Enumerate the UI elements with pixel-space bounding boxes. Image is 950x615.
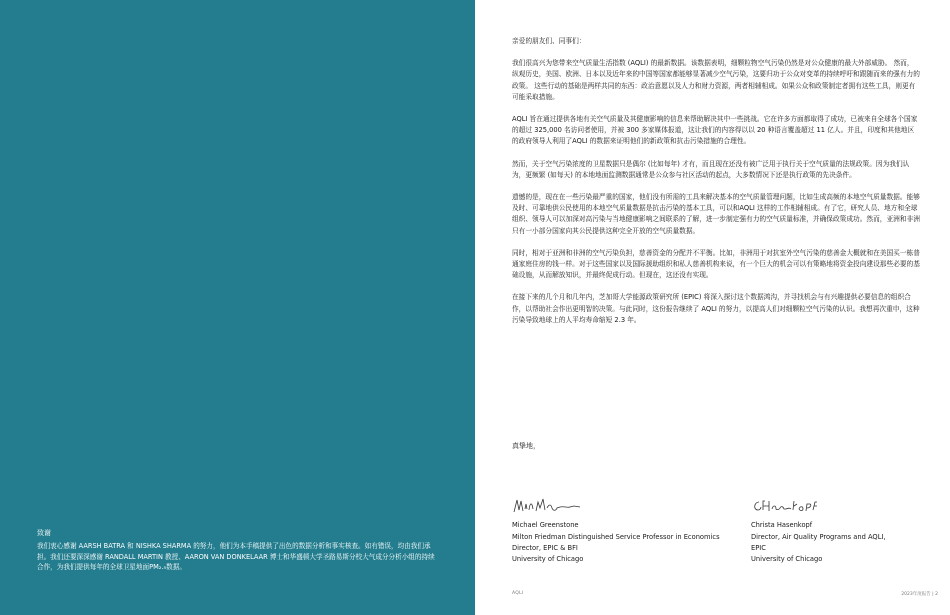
letter-paragraph: 同时，相对于亚洲和非洲的空气污染负担，慈善资金的分配并不平衡。比如，非洲用于对抗室外空气污染的慈善金大概就和在美国买一栋普通家庭住房的钱一样。对于这些国家以及国际援助组织和私人慈善机构来说，有一个巨大的机会可以有策略地将资金投向建设那些必要的基础设施，从而解放知识，并最终促成行动。但现在，这还没有实现。 bbox=[512, 248, 920, 280]
footer-page-number: 2023年度报告 | 2 bbox=[901, 592, 938, 597]
acknowledgments-body: 我们衷心感谢 AARSH BATRA 和 NISHKA SHARMA 的努力，他们为本手稿提供了出色的数据分析和事实核查。如有错误，均由我们承担。我们还要深深感谢 RANDALL MARTIN 教授、AARON VAN DONKELAAR 博士和华盛顿大学圣路易斯分校大气成分分析小组的持续合作，为我们提供每年的全球卫星地面PM₂.₅数据。 bbox=[37, 542, 435, 572]
signature-hasenkopf-icon bbox=[751, 496, 821, 516]
letter-paragraph: AQLI 旨在通过提供各地有关空气质量及其健康影响的信息来帮助解决其中一些挑战。它在许多方面都取得了成功，已被来自全球各个国家的超过 325,000 名访问者使用，并被 300 多家媒体报道，这让我们的内容得以以 20 种语言覆盖超过 11 亿人。并且，印度和其他地区的政府领导人利用了AQLI 的数据来证明他们的新政策和抗击污染措施的合理性。 bbox=[512, 115, 918, 146]
signatory-title: Director, Air Quality Programs and AQLI, bbox=[751, 532, 886, 541]
signatory-name: Christa Hasenkopf bbox=[751, 521, 813, 530]
signatory-title: Milton Friedman Distinguished Service Professor in Economics bbox=[512, 532, 720, 541]
letter-paragraph: 在接下来的几个月和几年内，芝加哥大学能源政策研究所 (EPIC) 将深入探讨这个数据鸿沟，并寻找机会与有兴趣提供必要信息的组织合作，以帮助社会作出更明智的决策。与此同时，这份报告继续了 AQLI 的努力，以提高人们对细颗粒空气污染的认识。我想再次重申，这种污染导致地球上的人平均寿命缩短 2.3 年。 bbox=[512, 293, 920, 324]
signatory-affiliation: EPIC bbox=[751, 543, 766, 552]
acknowledgments bbox=[37, 528, 441, 573]
letter bbox=[512, 36, 920, 337]
letter-closing: 真挚地， bbox=[512, 442, 540, 450]
footer-left: AQLI bbox=[512, 591, 524, 596]
right-page bbox=[475, 0, 950, 615]
signatory-institution: University of Chicago bbox=[512, 555, 584, 564]
signature-greenstone-icon bbox=[512, 496, 582, 516]
letter-paragraph: 遗憾的是，现在在一些污染最严重的国家，他们没有所需的工具来解决基本的空气质量管理问题，比如生成高频的本地空气质量数据。能够及时、可靠地供公民使用的本地空气质量数据是抗击污染的基本工具，可以和AQLI 这样的工作相辅相成。有了它，研究人员、地方和全球组织、领导人可以加深对高污染与当地健康影响之间联系的了解，进一步制定强有力的空气质量标准，并确保政策成功。然而，亚洲和非洲只有一小部分国家向其公民提供这种完全开放的空气质量数据。 bbox=[512, 193, 920, 235]
signature-block-hasenkopf bbox=[751, 496, 886, 565]
signatory-affiliation: Director, EPIC & BFI bbox=[512, 543, 578, 552]
letter-paragraph: 然而，关于空气污染浓度的卫星数据只是偶尔 (比如每年) 才有，而且现在还没有被广泛用于执行关于空气质量的法规政策。因为我们认为，更频繁 (如每天) 的本地地面监测数据通常是公众参与社区活动的起点，大多数情况下还是执行政策的先决条件。 bbox=[512, 159, 910, 179]
signatory-institution: University of Chicago bbox=[751, 555, 823, 564]
acknowledgments-title: 致谢 bbox=[37, 529, 51, 537]
signatory-name: Michael Greenstone bbox=[512, 521, 579, 530]
signature-block-greenstone bbox=[512, 496, 720, 565]
letter-paragraph: 我们很高兴为您带来空气质量生活指数 (AQLI) 的最新数据。该数据表明，细颗粒物空气污染仍然是对公众健康的最大外部威胁。 然而，纵观历史，美国、欧洲、日本以及近年来的中国等国家都能够显著减少空气污染，这要归功于公众对变革的持续呼吁和跟随而来的强有力的政策。 这些行动的基础是两样共同的东西：政治意愿以及人力和财力资源，两者相辅相成。如果公众和政策制定者拥有这些工具，则更有可能采取措施。 bbox=[512, 59, 920, 101]
letter-greeting: 亲爱的朋友们、同事们： bbox=[512, 37, 586, 45]
